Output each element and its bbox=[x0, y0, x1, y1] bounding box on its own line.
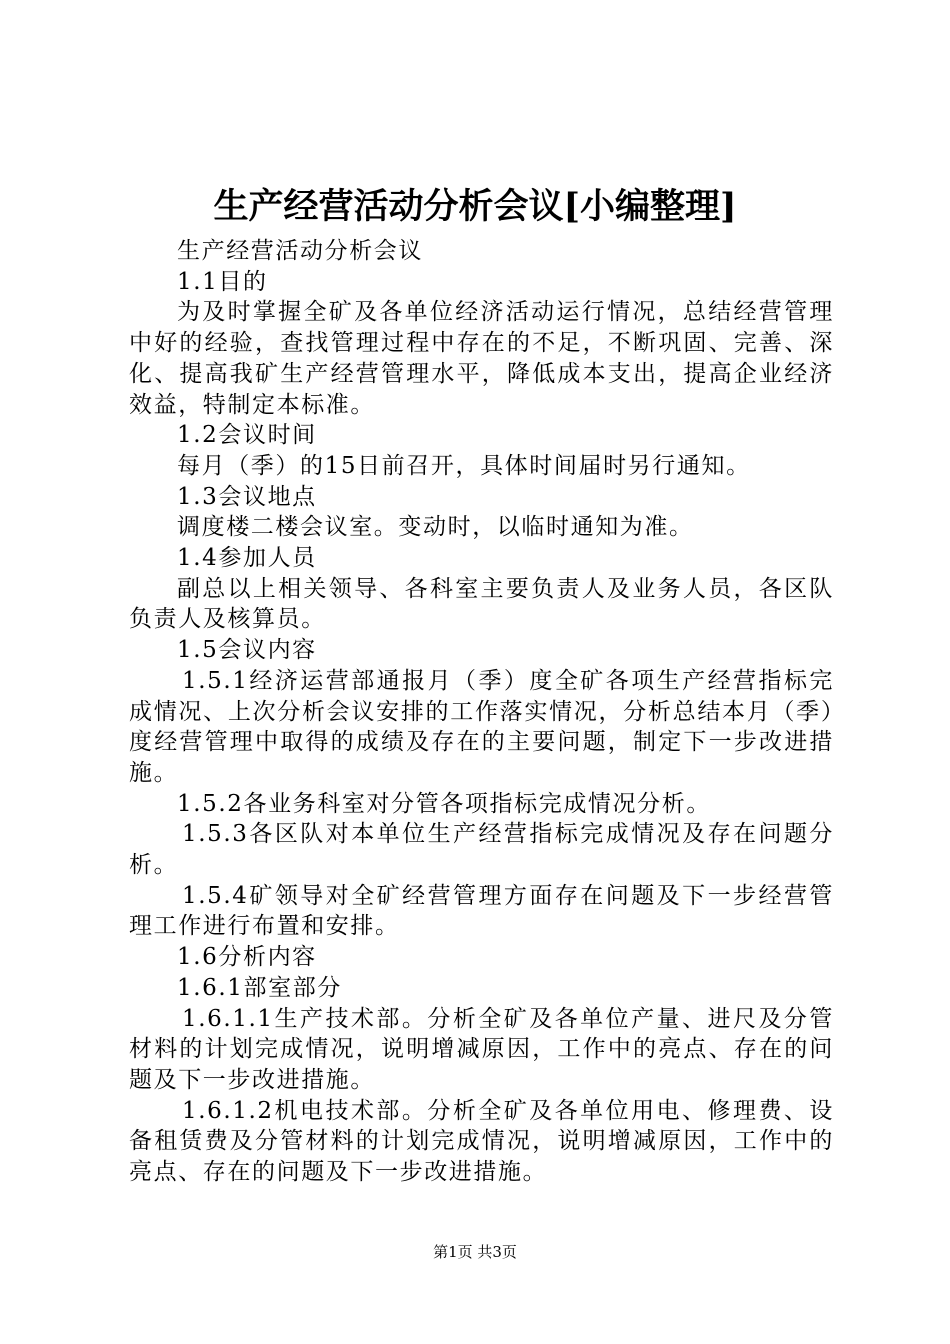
document-title: 生产经营活动分析会议[小编整理] bbox=[213, 186, 737, 227]
document-body bbox=[129, 236, 834, 1188]
paragraph: 副总以上相关领导、各科室主要负责人及业务人员，各区队负责人及核算员。 bbox=[129, 575, 834, 633]
paragraph: 为及时掌握全矿及各单位经济活动运行情况，总结经营管理中好的经验，查找管理过程中存在的不足，不断巩固、完善、深化、提高我矿生产经营管理水平，降低成本支出，提高企业经济效益，特制定本标准。 bbox=[129, 299, 834, 418]
section-heading: 1.3会议地点 bbox=[177, 483, 317, 510]
section-heading: 1.6.1部室部分 bbox=[177, 974, 342, 1001]
section-heading: 1.5会议内容 bbox=[177, 637, 317, 664]
paragraph: 生产经营活动分析会议 bbox=[177, 238, 423, 264]
section-heading: 1.6分析内容 bbox=[177, 944, 317, 971]
section-heading: 1.4参加人员 bbox=[177, 545, 317, 572]
section-heading: 1.1目的 bbox=[177, 268, 268, 295]
paragraph: 每月（季）的15日前召开，具体时间届时另行通知。 bbox=[177, 452, 751, 479]
paragraph: 1.5.1经济运营部通报月（季）度全矿各项生产经营指标完成情况、上次分析会议安排的工作落实情况，分析总结本月（季）度经营管理中取得的成绩及存在的主要问题，制定下一步改进措施。 bbox=[129, 667, 834, 786]
paragraph: 1.6.1.1生产技术部。分析全矿及各单位产量、进尺及分管材料的计划完成情况，说明增减原因，工作中的亮点、存在的问题及下一步改进措施。 bbox=[129, 1005, 834, 1093]
paragraph: 1.5.2各业务科室对分管各项指标完成情况分析。 bbox=[177, 790, 711, 817]
page-footer: 第1页 共3页 bbox=[433, 1243, 517, 1261]
paragraph: 1.6.1.2机电技术部。分析全矿及各单位用电、修理费、设备租赁费及分管材料的计划完成情况，说明增减原因，工作中的亮点、存在的问题及下一步改进措施。 bbox=[129, 1097, 834, 1186]
paragraph: 1.5.3各区队对本单位生产经营指标完成情况及存在问题分析。 bbox=[129, 821, 834, 879]
paragraph: 调度楼二楼会议室。变动时，以临时通知为准。 bbox=[177, 514, 694, 541]
section-heading: 1.2会议时间 bbox=[177, 422, 317, 449]
paragraph: 1.5.4矿领导对全矿经营管理方面存在问题及下一步经营管理工作进行布置和安排。 bbox=[129, 882, 834, 940]
